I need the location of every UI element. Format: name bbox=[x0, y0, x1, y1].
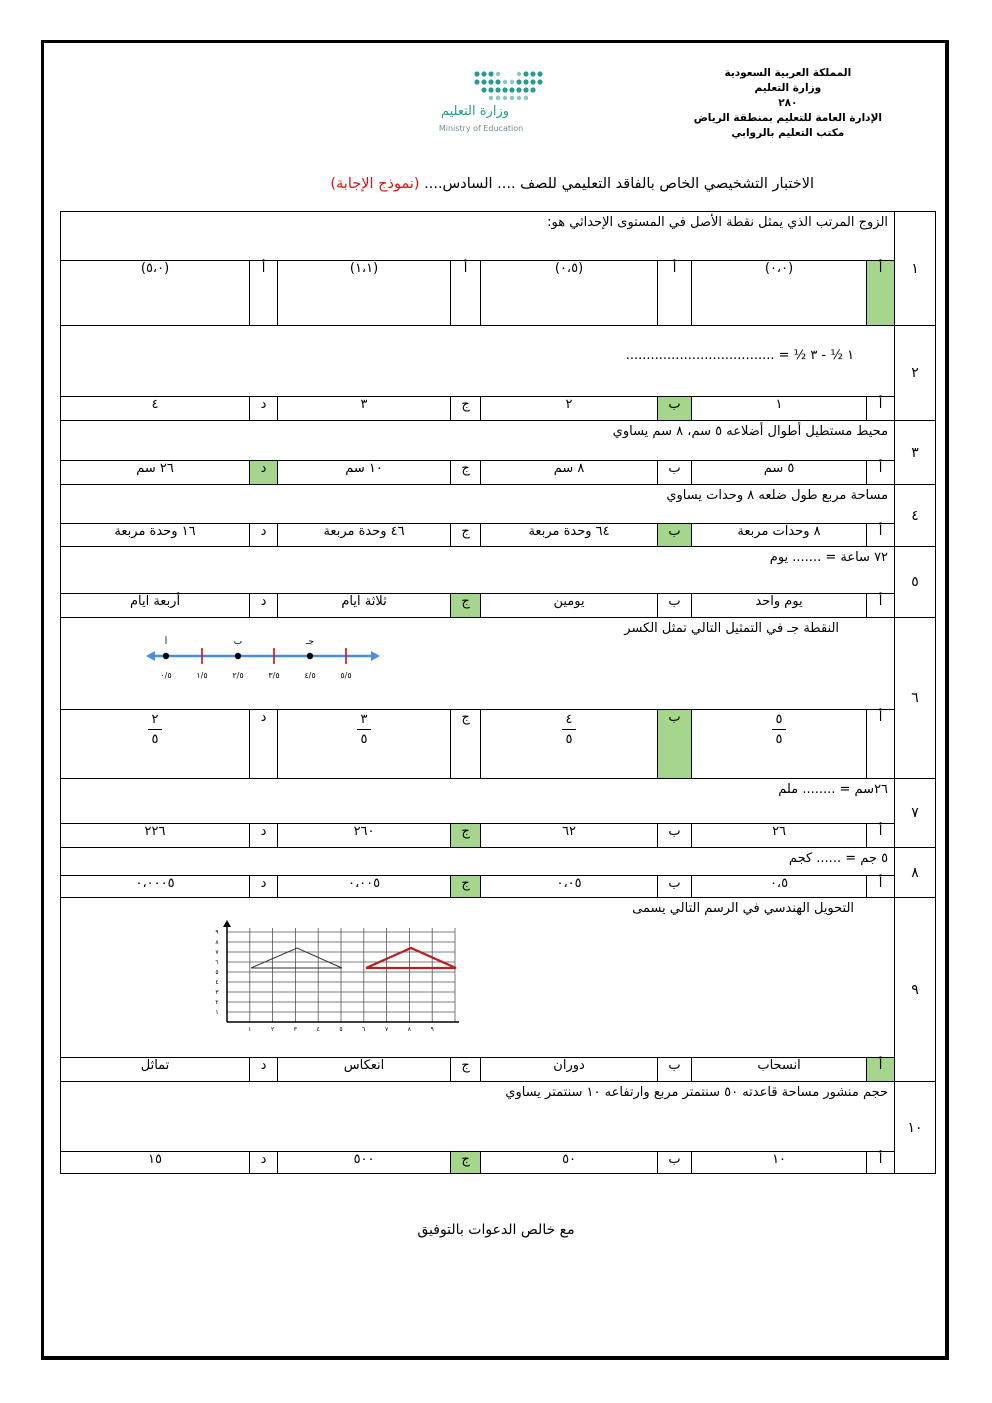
option-letter: ج bbox=[451, 524, 481, 547]
left-arrow-icon bbox=[146, 651, 155, 661]
option-c[interactable]: ٤٦ وحدة مربعة bbox=[278, 524, 451, 547]
options-row bbox=[61, 461, 936, 485]
option-c[interactable]: (١،١) bbox=[278, 261, 451, 326]
question-stem: مساحة مربع طول ضلعه ٨ وحدات يساوي bbox=[61, 485, 895, 524]
option-b[interactable]: يومين bbox=[481, 594, 658, 618]
logo-arabic-text: وزارة التعليم bbox=[440, 104, 510, 119]
option-letter: ب bbox=[658, 594, 692, 618]
option-d[interactable]: تماثل bbox=[61, 1058, 250, 1082]
question-stem: ٥ جم = ...... كجم bbox=[61, 848, 895, 876]
option-letter: ب bbox=[658, 824, 692, 848]
right-arrow-icon bbox=[371, 651, 380, 661]
x-tick-label: ٤ bbox=[316, 1026, 320, 1032]
option-b[interactable]: (٠،٥) bbox=[481, 261, 658, 326]
option-a[interactable]: ٨ وحدات مربعة bbox=[692, 524, 867, 547]
header-line: الإدارة العامة للتعليم بمنطقة الرياض bbox=[693, 112, 882, 124]
number-line-tick-label: ٤/٥ bbox=[304, 671, 316, 680]
option-d[interactable]: ٤ bbox=[61, 397, 250, 421]
question-stem-cell bbox=[61, 898, 895, 1058]
y-tick-label: ٣ bbox=[215, 989, 219, 996]
question-row bbox=[61, 421, 936, 461]
fraction bbox=[772, 712, 786, 747]
question-number: ٥ bbox=[895, 547, 936, 618]
y-tick-label: ١ bbox=[215, 1009, 219, 1016]
number-line-tick-label: ١/٥ bbox=[196, 671, 208, 680]
option-a[interactable]: يوم واحد bbox=[692, 594, 867, 618]
denominator: ٥ bbox=[565, 732, 573, 747]
answer-key-label: (نموذج الإجابة) bbox=[330, 176, 420, 192]
fraction bbox=[357, 712, 371, 747]
option-letter: ج bbox=[451, 461, 481, 485]
y-tick-label: ٨ bbox=[215, 939, 219, 946]
option-letter: أ bbox=[867, 524, 895, 547]
options-row bbox=[61, 524, 936, 547]
option-letter: د bbox=[250, 461, 278, 485]
question-stem: النقطة جـ في التمثيل التالي تمثل الكسر bbox=[624, 621, 840, 636]
question-stem-cell bbox=[61, 618, 895, 710]
option-letter: أ bbox=[451, 261, 481, 326]
question-row bbox=[61, 547, 936, 594]
y-tick-label: ٢ bbox=[215, 999, 219, 1006]
question-row bbox=[61, 485, 936, 524]
logo-english-text: Ministry of Education bbox=[438, 124, 524, 133]
header-line: مكتب التعليم بالروابي bbox=[731, 127, 845, 139]
option-d[interactable]: ١٦ وحدة مربعة bbox=[61, 524, 250, 547]
fraction bbox=[148, 712, 162, 747]
logo-dots-icon bbox=[425, 66, 575, 106]
denominator: ٥ bbox=[151, 732, 159, 747]
question-stem: ١ ½ - ٣ ½ = .................................... bbox=[61, 326, 895, 397]
y-tick-label: ٤ bbox=[215, 979, 219, 986]
option-d[interactable]: أربعة ايام bbox=[61, 594, 250, 618]
question-row bbox=[61, 326, 936, 397]
option-a[interactable]: ٠،٥ bbox=[692, 876, 867, 898]
exam-title-text: الاختبار التشخيصي الخاص بالفاقد التعليمي للصف .... السادس.... bbox=[424, 176, 814, 192]
question-number: ٨ bbox=[895, 848, 936, 898]
option-c[interactable]: ٥٠٠ bbox=[278, 1152, 451, 1174]
x-tick-label: ٩ bbox=[430, 1026, 434, 1032]
option-letter: د bbox=[250, 824, 278, 848]
option-c[interactable]: ثلاثة ايام bbox=[278, 594, 451, 618]
option-letter: أ bbox=[250, 261, 278, 326]
option-b[interactable] bbox=[481, 710, 658, 779]
option-letter: ج bbox=[451, 876, 481, 898]
option-letter: ج bbox=[451, 1152, 481, 1174]
options-row bbox=[61, 1152, 936, 1174]
questions-table bbox=[60, 211, 936, 1174]
question-number: ٦ bbox=[895, 618, 936, 779]
closing-note: مع خالص الدعوات بالتوفيق bbox=[417, 1222, 575, 1238]
option-letter: د bbox=[250, 876, 278, 898]
option-d[interactable]: ٠،٠٠٠٥ bbox=[61, 876, 250, 898]
numerator: ٢ bbox=[151, 712, 159, 727]
question-stem: التحويل الهندسي في الرسم التالي يسمى bbox=[632, 901, 855, 916]
number-line bbox=[146, 636, 386, 696]
option-letter: أ bbox=[867, 461, 895, 485]
option-letter: أ bbox=[658, 261, 692, 326]
option-b[interactable]: ٨ سم bbox=[481, 461, 658, 485]
option-letter: ب bbox=[658, 524, 692, 547]
option-c[interactable]: انعكاس bbox=[278, 1058, 451, 1082]
question-number: ٩ bbox=[895, 898, 936, 1082]
image-triangle bbox=[366, 948, 456, 968]
header-line: المملكة العربية السعودية bbox=[724, 67, 852, 79]
option-letter: ج bbox=[451, 397, 481, 421]
number-line-tick-label: ٣/٥ bbox=[268, 671, 280, 680]
option-letter: أ bbox=[867, 1152, 895, 1174]
number-line-point bbox=[235, 653, 241, 659]
question-stem: محيط مستطيل أطوال أضلاعه ٥ سم، ٨ سم يساوي bbox=[61, 421, 895, 461]
y-axis-arrow-icon bbox=[223, 920, 231, 927]
option-letter: ب bbox=[658, 397, 692, 421]
question-row bbox=[61, 618, 936, 710]
option-b[interactable]: ٦٤ وحدة مربعة bbox=[481, 524, 658, 547]
question-stem: الزوج المرتب الذي يمثل نقطة الأصل في المستوى الإحداثي هو: bbox=[61, 212, 895, 261]
question-stem: ٢٦سم = ........ ملم bbox=[61, 779, 895, 824]
number-line-tick-label: ٠/٥ bbox=[160, 671, 172, 680]
y-tick-label: ٥ bbox=[215, 969, 219, 976]
option-c[interactable]: ٢٦٠ bbox=[278, 824, 451, 848]
y-tick-label: ٦ bbox=[215, 959, 219, 966]
number-line-point-label: جـ bbox=[305, 637, 315, 647]
option-b[interactable]: ٦٢ bbox=[481, 824, 658, 848]
question-stem: ٧٢ ساعة = ....... يوم bbox=[61, 547, 895, 594]
options-row bbox=[61, 594, 936, 618]
question-number: ٣ bbox=[895, 421, 936, 485]
options-row bbox=[61, 876, 936, 898]
x-tick-label: ١ bbox=[248, 1026, 252, 1032]
numerator: ٤ bbox=[565, 712, 573, 727]
question-stem: حجم منشور مساحة قاعدته ٥٠ سنتمتر مربع وارتفاعه ١٠ سنتمتر يساوي bbox=[61, 1082, 895, 1152]
option-d[interactable]: ٢٦ سم bbox=[61, 461, 250, 485]
ministry-header bbox=[694, 66, 882, 141]
option-letter: د bbox=[250, 1058, 278, 1082]
option-letter: ب bbox=[658, 1058, 692, 1082]
original-triangle bbox=[251, 948, 342, 968]
question-row bbox=[61, 212, 936, 261]
transformation-grid bbox=[211, 920, 466, 1032]
option-letter: ب bbox=[658, 710, 692, 779]
option-letter: أ bbox=[867, 397, 895, 421]
option-letter: ج bbox=[451, 710, 481, 779]
number-line-tick-label: ٢/٥ bbox=[232, 671, 244, 680]
fraction bbox=[562, 712, 576, 747]
option-d[interactable]: ٢٢٦ bbox=[61, 824, 250, 848]
exam-title bbox=[200, 176, 814, 192]
option-a[interactable]: ١٠ bbox=[692, 1152, 867, 1174]
option-d[interactable] bbox=[61, 710, 250, 779]
x-tick-label: ٨ bbox=[407, 1026, 412, 1032]
option-letter: أ bbox=[867, 1058, 895, 1082]
x-tick-label: ٥ bbox=[339, 1026, 343, 1032]
question-number: ١ bbox=[895, 212, 936, 326]
number-line-point bbox=[163, 653, 169, 659]
option-letter: أ bbox=[867, 876, 895, 898]
option-d[interactable]: (٥،٠) bbox=[61, 261, 250, 326]
option-letter: أ bbox=[867, 261, 895, 326]
x-tick-label: ٧ bbox=[384, 1026, 389, 1032]
option-letter: ج bbox=[451, 594, 481, 618]
options-row bbox=[61, 397, 936, 421]
numerator: ٣ bbox=[360, 712, 368, 727]
question-number: ١٠ bbox=[895, 1082, 936, 1174]
option-b[interactable]: ٢ bbox=[481, 397, 658, 421]
option-c[interactable]: ٠،٠٠٥ bbox=[278, 876, 451, 898]
options-row bbox=[61, 710, 936, 779]
option-c[interactable]: ١٠ سم bbox=[278, 461, 451, 485]
number-line-point-label: أ bbox=[164, 637, 168, 647]
option-letter: د bbox=[250, 594, 278, 618]
option-letter: د bbox=[250, 710, 278, 779]
options-row bbox=[61, 261, 936, 326]
options-row bbox=[61, 1058, 936, 1082]
number-line-tick-label: ٥/٥ bbox=[340, 671, 352, 680]
option-c[interactable]: ٣ bbox=[278, 397, 451, 421]
header-line: وزارة التعليم bbox=[754, 82, 822, 94]
number-line-point bbox=[307, 653, 313, 659]
option-letter: ب bbox=[658, 461, 692, 485]
option-c[interactable] bbox=[278, 710, 451, 779]
option-letter: د bbox=[250, 397, 278, 421]
question-row bbox=[61, 1082, 936, 1152]
option-a[interactable] bbox=[692, 710, 867, 779]
y-tick-label: ٧ bbox=[215, 949, 219, 956]
option-a[interactable]: ٢٦ bbox=[692, 824, 867, 848]
option-a[interactable]: (٠،٠) bbox=[692, 261, 867, 326]
x-tick-label: ٢ bbox=[270, 1026, 275, 1032]
question-row bbox=[61, 779, 936, 824]
x-tick-label: ٣ bbox=[293, 1026, 298, 1032]
option-letter: أ bbox=[867, 594, 895, 618]
option-letter: أ bbox=[867, 824, 895, 848]
option-b[interactable]: دوران bbox=[481, 1058, 658, 1082]
option-a[interactable]: ١ bbox=[692, 397, 867, 421]
option-b[interactable]: ٠،٠٥ bbox=[481, 876, 658, 898]
question-row bbox=[61, 848, 936, 876]
header-line: ٢٨٠ bbox=[778, 97, 798, 109]
question-number: ٢ bbox=[895, 326, 936, 421]
numerator: ٥ bbox=[775, 712, 783, 727]
y-tick-label: ٩ bbox=[215, 929, 219, 936]
denominator: ٥ bbox=[360, 732, 368, 747]
question-number: ٧ bbox=[895, 779, 936, 848]
option-letter: ب bbox=[658, 1152, 692, 1174]
option-letter: د bbox=[250, 524, 278, 547]
number-line-point-label: ب bbox=[233, 637, 243, 647]
option-letter: ج bbox=[451, 824, 481, 848]
ministry-logo bbox=[425, 66, 575, 138]
option-d[interactable]: ١٥ bbox=[61, 1152, 250, 1174]
option-letter: أ bbox=[867, 710, 895, 779]
options-row bbox=[61, 824, 936, 848]
option-b[interactable]: ٥٠ bbox=[481, 1152, 658, 1174]
option-letter: د bbox=[250, 1152, 278, 1174]
option-letter: ب bbox=[658, 876, 692, 898]
question-number: ٤ bbox=[895, 485, 936, 547]
denominator: ٥ bbox=[775, 732, 783, 747]
option-a[interactable]: انسحاب bbox=[692, 1058, 867, 1082]
option-a[interactable]: ٥ سم bbox=[692, 461, 867, 485]
x-tick-label: ٦ bbox=[362, 1026, 366, 1032]
option-letter: ج bbox=[451, 1058, 481, 1082]
question-row bbox=[61, 898, 936, 1058]
